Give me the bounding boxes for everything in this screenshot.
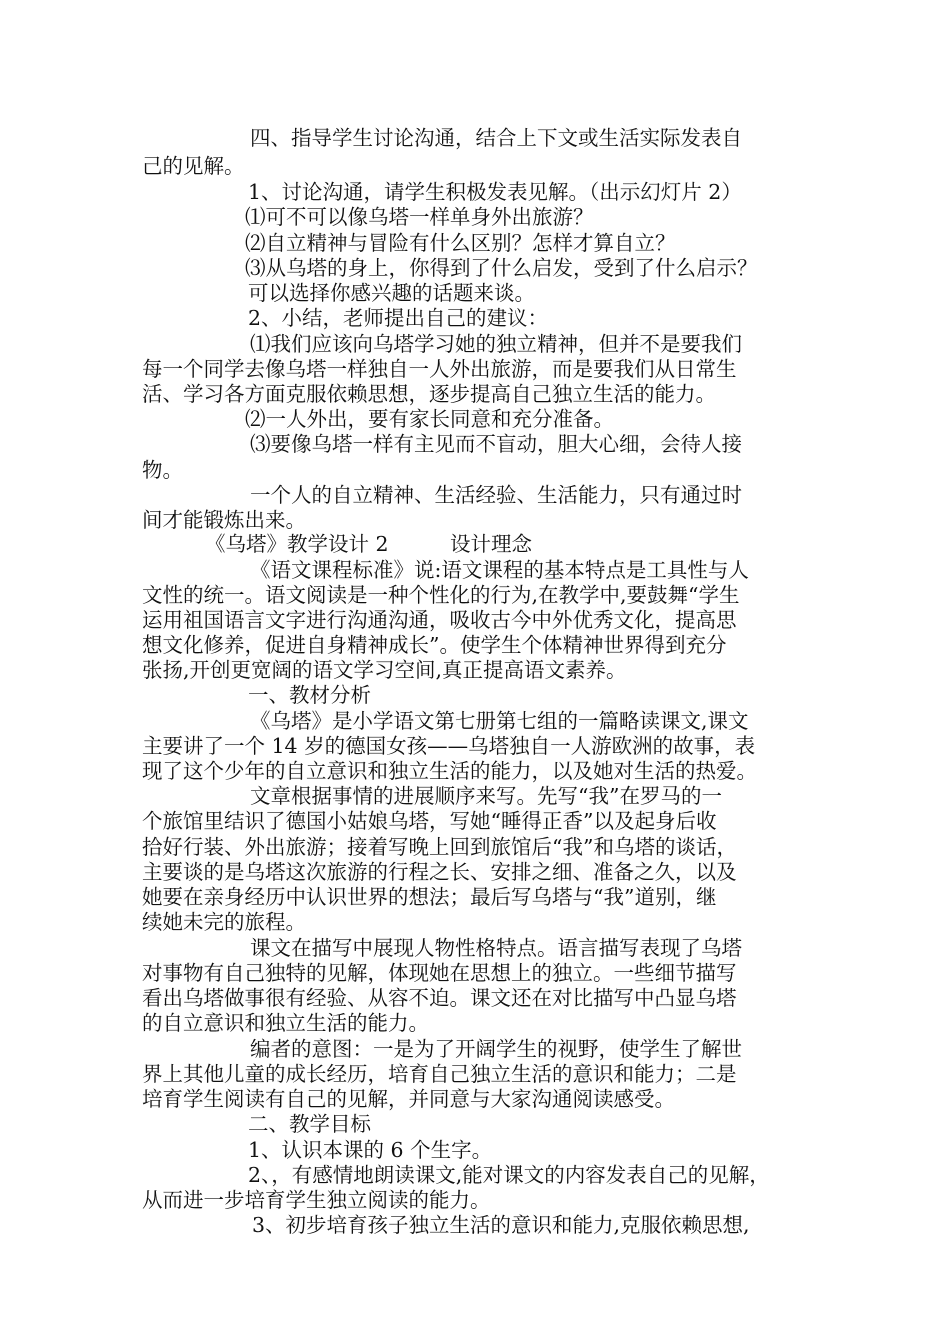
- text-line: ⑶要像乌塔一样有主见而不盲动，胆大心细，会待人接: [250, 432, 742, 456]
- text-line: 3、初步培育孩子独立生活的意识和能力,克服依赖思想,: [252, 1213, 750, 1237]
- text-line: 物。: [142, 458, 183, 482]
- text-line: 界上其他儿童的成长经历，培育自己独立生活的意识和能力；二是: [142, 1062, 737, 1086]
- text-line: 己的见解。: [142, 154, 245, 178]
- text-line: 课文在描写中展现人物性格特点。语言描写表现了乌塔: [250, 936, 742, 960]
- text-line: 文性的统一。语文阅读是一种个性化的行为,在教学中,要鼓舞“学生: [142, 583, 740, 607]
- text-line: 主要讲了一个 14 岁的德国女孩——乌塔独自一人游欧洲的故事，表: [142, 734, 756, 758]
- text-line: 四、指导学生讨论沟通，结合上下文或生活实际发表自: [250, 126, 742, 150]
- text-line: 2、，有感情地朗读课文,能对课文的内容发表自己的见解，: [248, 1163, 770, 1187]
- text-line: 一个人的自立精神、生活经验、生活能力，只有通过时: [250, 483, 742, 507]
- section-heading: 二、教学目标: [248, 1112, 371, 1136]
- text-line: 活、学习各方面克服依赖思想，逐步提高自己独立生活的能力。: [142, 382, 716, 406]
- text-line: 看出乌塔做事很有经验、从容不迫。课文还在对比描写中凸显乌塔: [142, 986, 737, 1010]
- text-line: 现了这个少年的自立意识和独立生活的能力，以及她对生活的热爱。: [142, 759, 757, 783]
- text-line: 张扬,开创更宽阔的语文学习空间,真正提高语文素养。: [142, 658, 627, 682]
- text-line: 她要在亲身经历中认识世界的想法；最后写乌塔与“我”道别，继: [142, 885, 717, 909]
- text-line: 续她未完的旅程。: [142, 910, 306, 934]
- text-line: 想文化修养，促进自身精神成长”。使学生个体精神世界得到充分: [142, 633, 727, 657]
- text-line: 1、讨论沟通，请学生积极发表见解。（出示幻灯片 2）: [248, 180, 742, 204]
- text-line: ⑵一人外出，要有家长同意和充分准备。: [245, 407, 614, 431]
- text-line: 《乌塔》教学设计 2 设计理念: [205, 532, 533, 556]
- text-line: 《乌塔》是小学语文第七册第七组的一篇略读课文,课文: [250, 709, 749, 733]
- section-heading: 一、教材分析: [248, 683, 371, 707]
- text-line: 从而进一步培育学生独立阅读的能力。: [142, 1188, 491, 1212]
- text-line: ⑴我们应该向乌塔学习她的独立精神，但并不是要我们: [250, 332, 742, 356]
- text-line: 可以选择你感兴趣的话题来谈。: [248, 281, 535, 305]
- text-line: 个旅馆里结识了德国小姑娘乌塔，写她“睡得正香”以及起身后收: [142, 809, 717, 833]
- text-line: 拾好行装、外出旅游；接着写晚上回到旅馆后“我”和乌塔的谈话，: [142, 835, 737, 859]
- text-line: 文章根据事情的进展顺序来写。先写“我”在罗马的一: [250, 784, 722, 808]
- text-line: 每一个同学去像乌塔一样独自一人外出旅游，而是要我们从日常生: [142, 357, 737, 381]
- text-line: 运用祖国语言文字进行沟通沟通，吸收古今中外优秀文化，提高思: [142, 608, 737, 632]
- text-line: 间才能锻炼出来。: [142, 508, 306, 532]
- text-line: 2、小结，老师提出自己的建议：: [248, 306, 549, 330]
- text-line: 的自立意识和独立生活的能力。: [142, 1011, 429, 1035]
- text-line: 培育学生阅读有自己的见解，并同意与大家沟通阅读感受。: [142, 1087, 675, 1111]
- text-line: 编者的意图：一是为了开阔学生的视野，使学生了解世: [250, 1037, 742, 1061]
- text-line: 1、认识本课的 6 个生字。: [248, 1138, 493, 1162]
- text-line: ⑴可不可以像乌塔一样单身外出旅游？: [245, 205, 594, 229]
- text-line: ⑵自立精神与冒险有什么区别？怎样才算自立？: [245, 231, 676, 255]
- text-line: 主要谈的是乌塔这次旅游的行程之长、安排之细、准备之久，以及: [142, 860, 737, 884]
- text-line: 《语文课程标准》说:语文课程的基本特点是工具性与人: [250, 558, 749, 582]
- text-line: ⑶从乌塔的身上，你得到了什么启发，受到了什么启示？: [245, 256, 758, 280]
- text-line: 对事物有自己独特的见解，体现她在思想上的独立。一些细节描写: [142, 961, 737, 985]
